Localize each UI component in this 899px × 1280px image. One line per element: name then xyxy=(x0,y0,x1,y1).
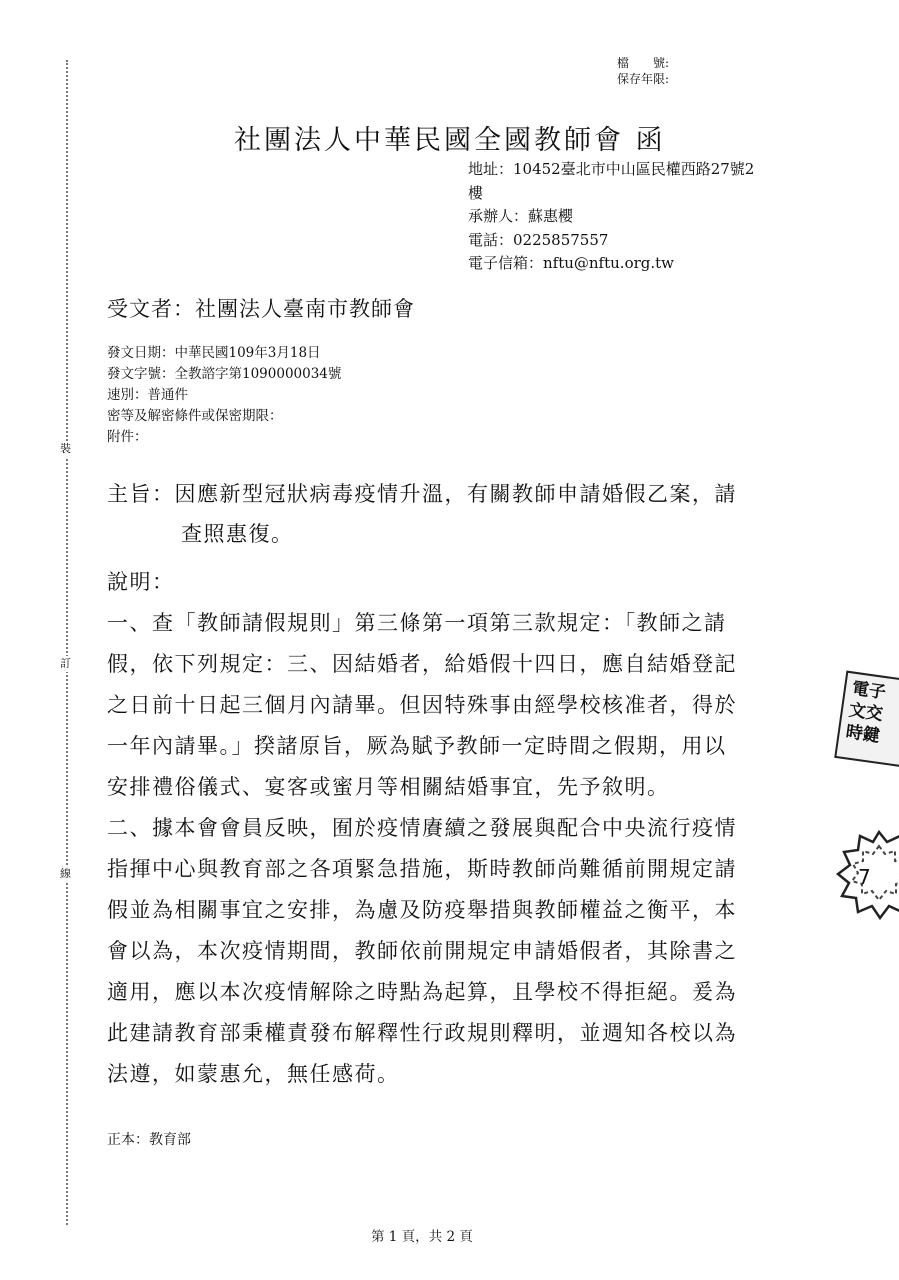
binding-margin-line xyxy=(66,60,68,1225)
binding-mark-zhuang: 裝 xyxy=(60,442,71,455)
body-line: 安排禮俗儀式、宴客或蜜月等相關結婚事宜，先予敘明。 xyxy=(107,775,670,799)
document-number: 發文字號：全教諮字第1090000034號 xyxy=(107,366,342,382)
body-line: 法遵，如蒙惠允，無任感荷。 xyxy=(107,1062,400,1086)
sender-address-cont: 樓 xyxy=(468,183,484,202)
electronic-exchange-stamp xyxy=(834,671,899,768)
body-line: 二、據本會會員反映，囿於疫情賡續之發展與配合中央流行疫情 xyxy=(107,816,737,840)
attachments: 附件： xyxy=(107,429,148,445)
stamp-line: 時鍵 xyxy=(844,722,881,747)
body-line: 一年內請畢。」揆諸原旨，厥為賦予教師一定時間之假期，用以 xyxy=(107,734,727,758)
stamp-line: 文交 xyxy=(847,700,885,725)
body-line: 之日前十日起三個月內請畢。但因特殊事由經學校核准者，得於 xyxy=(107,693,737,717)
page-footer: 第 1 頁，共 2 頁 xyxy=(371,1229,473,1245)
speed-class: 速別：普通件 xyxy=(107,387,188,403)
body-line: 適用，應以本次疫情解除之時點為起算，且學校不得拒絕。爰為 xyxy=(107,980,737,1004)
binding-mark-xian: 線 xyxy=(60,867,71,880)
binding-mark-ding: 訂 xyxy=(60,657,71,670)
body-line: 會以為，本次疫情期間，教師依前開規定申請婚假者，其除書之 xyxy=(107,939,737,963)
explanation-label: 說明： xyxy=(107,570,175,594)
body-line: 此建請教育部秉權責發布解釋性行政規則釋明，並週知各校以為 xyxy=(107,1021,737,1045)
page-seal-icon xyxy=(834,828,899,928)
sender-info xyxy=(468,158,813,276)
sender-phone: 電話：0225857557 xyxy=(468,230,609,249)
body-line: 假並為相關事宜之安排，為慮及防疫舉措與教師權益之衡平，本 xyxy=(107,898,737,922)
sender-email: 電子信箱：nftu@nftu.org.tw xyxy=(468,254,675,272)
sender-contact: 承辦人：蘇惠櫻 xyxy=(468,207,574,225)
recipient: 受文者：社團法人臺南市教師會 xyxy=(107,297,415,321)
sender-address: 地址：10452臺北市中山區民權西路27號2 xyxy=(468,160,755,178)
seal-number: 7 xyxy=(858,865,871,889)
subject-line-2: 查照惠復。 xyxy=(181,522,294,546)
file-number-label: 檔 號: xyxy=(617,56,670,70)
document-meta xyxy=(107,343,341,448)
copy-to: 正本：教育部 xyxy=(107,1132,191,1148)
subject-line-1: 主旨：因應新型冠狀病毒疫情升溫，有關教師申請婚假乙案，請 xyxy=(107,482,737,506)
issue-date: 發文日期：中華民國109年3月18日 xyxy=(107,345,321,361)
stamp-line: 電子 xyxy=(850,678,888,704)
body-line: 假，依下列規定：三、因結婚者，給婚假十四日，應自結婚登記 xyxy=(107,652,737,676)
body-line: 一、查「教師請假規則」第三條第一項第三款規定：「教師之請 xyxy=(107,611,727,635)
body-line: 指揮中心與教育部之各項緊急措施，斯時教師尚難循前開規定請 xyxy=(107,857,737,881)
retention-label: 保存年限: xyxy=(617,72,670,86)
document-title: 社團法人中華民國全國教師會 函 xyxy=(234,125,666,156)
archive-info xyxy=(617,55,669,87)
secrecy-level: 密等及解密條件或保密期限： xyxy=(107,408,283,424)
